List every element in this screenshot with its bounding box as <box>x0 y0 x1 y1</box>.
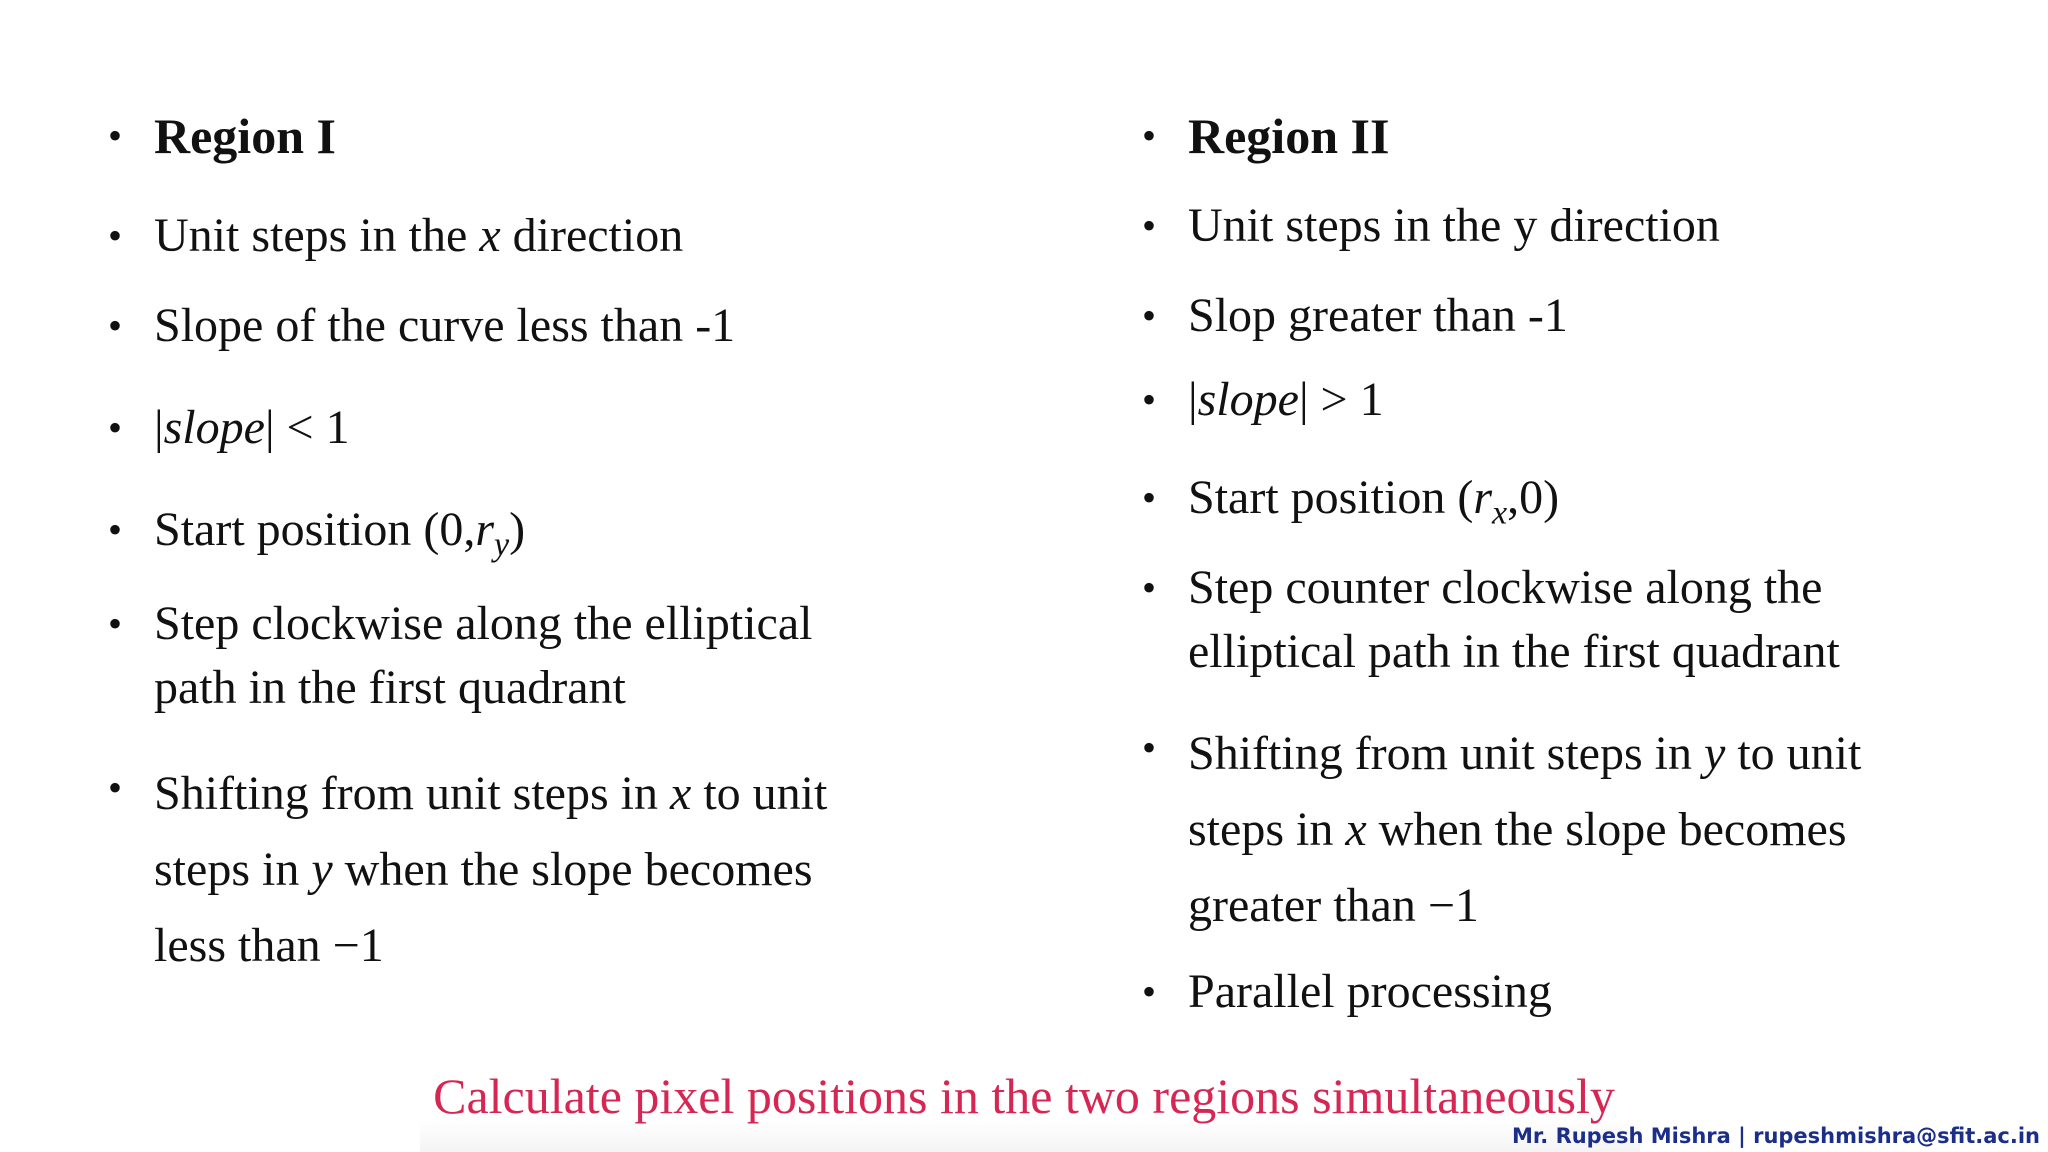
list-item-text: |slope| > 1 <box>1188 373 1384 426</box>
region-2-heading-item <box>1142 104 2002 168</box>
region-1-heading-item <box>108 104 968 168</box>
bullet-icon: • <box>1142 113 1157 158</box>
list-item-text: Slope of the curve less than -1 <box>154 299 736 352</box>
list-item <box>1142 194 2002 258</box>
list-item-text: Unit steps in the x direction <box>154 209 684 262</box>
list-item <box>1142 368 2002 432</box>
list-item <box>1142 960 2002 1024</box>
bullet-icon: • <box>108 601 123 646</box>
list-item-text: Shifting from unit steps in x to unit steps in y when the slope becomes less than −1 <box>154 767 828 972</box>
list-item <box>1142 556 2002 684</box>
region-1-heading: Region I <box>154 108 336 164</box>
summary-note: Calculate pixel positions in the two regions simultaneously <box>433 1068 1615 1124</box>
list-item-text: Start position $(0,r_y)$ <box>154 503 526 564</box>
list-item-text: Parallel processing <box>1188 965 1552 1018</box>
list-item-text: Slop greater than -1 <box>1188 289 1568 342</box>
list-item-text: Shifting from unit steps in y to unit steps in x when the slope becomes greater than −1 <box>1188 727 1862 932</box>
list-item <box>108 498 968 578</box>
bullet-icon: • <box>1142 475 1157 520</box>
bullet-icon: • <box>108 113 123 158</box>
list-item <box>108 756 968 984</box>
list-item-text: Unit steps in the y direction <box>1188 199 1720 252</box>
list-item-text: |slope| < 1 <box>154 401 350 454</box>
bullet-icon: • <box>108 765 123 810</box>
list-item <box>1142 716 2002 944</box>
bullet-icon: • <box>1142 377 1157 422</box>
bullet-icon: • <box>108 507 123 552</box>
list-item <box>108 396 968 460</box>
list-item <box>1142 466 2002 546</box>
bullet-icon: • <box>1142 203 1157 248</box>
bullet-icon: • <box>108 405 123 450</box>
bullet-icon: • <box>1142 293 1157 338</box>
list-item <box>1142 284 2002 348</box>
list-item <box>108 204 968 268</box>
bullet-icon: • <box>1142 565 1157 610</box>
list-item-text: Step clockwise along the elliptical path in the first quadrant <box>154 597 813 714</box>
bullet-icon: • <box>108 213 123 258</box>
region-2-heading: Region II <box>1188 108 1390 164</box>
bullet-icon: • <box>1142 725 1157 770</box>
bullet-icon: • <box>1142 969 1157 1014</box>
list-item <box>108 592 968 720</box>
list-item-text: Step counter clockwise along the elliptical path in the first quadrant <box>1188 561 1840 678</box>
bullet-icon: • <box>108 303 123 348</box>
author-credit: Mr. Rupesh Mishra | rupeshmishra@sfit.ac.in <box>1512 1124 2040 1148</box>
list-item-text: Start position $(r_x,0)$ <box>1188 471 1560 532</box>
list-item <box>108 294 968 358</box>
